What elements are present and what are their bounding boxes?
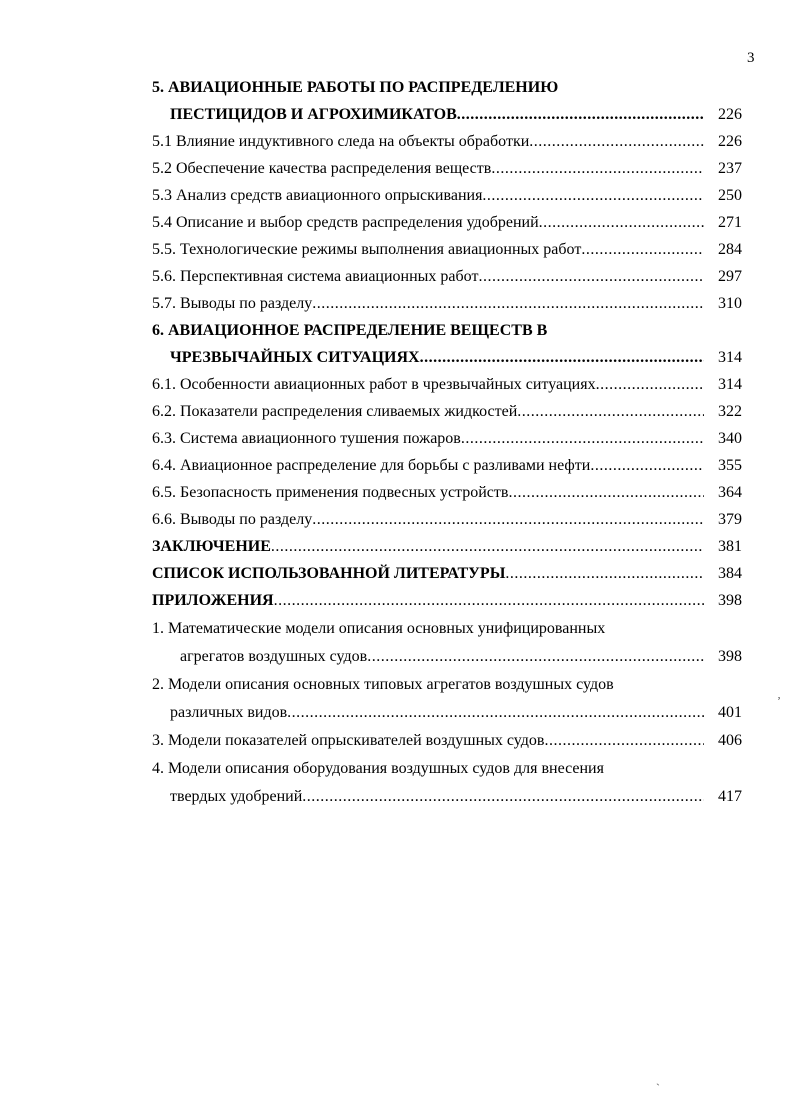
page-number: 3 <box>747 50 755 66</box>
appendix-item-line1: 2. Модели описания основных типовых агрегатов воздушных судов <box>152 676 614 693</box>
dot-leader <box>271 535 704 559</box>
conclusion-title: ЗАКЛЮЧЕНИЕ <box>152 538 271 555</box>
dot-leader <box>539 211 704 235</box>
appendix-item <box>170 701 742 725</box>
toc-entry <box>152 157 742 181</box>
dot-leader <box>482 184 704 208</box>
toc-entry-page: 322 <box>718 403 742 420</box>
appendix-item-page: 398 <box>718 648 742 665</box>
appendix-item <box>152 729 742 753</box>
toc-entry-page: 355 <box>718 457 742 474</box>
toc-entry-page: 310 <box>718 295 742 312</box>
toc-entry-page: 340 <box>718 430 742 447</box>
appendices-page: 398 <box>718 592 742 609</box>
toc-entry <box>152 130 742 154</box>
dot-leader <box>596 373 704 397</box>
toc-entry-title: 5.4 Описание и выбор средств распределения удобрений <box>152 214 539 231</box>
toc-entry-page: 237 <box>718 160 742 177</box>
dot-leader <box>590 454 704 478</box>
appendix-item-line2: агрегатов воздушных судов <box>180 648 368 665</box>
dot-leader <box>457 103 704 127</box>
toc-entry-page: 297 <box>718 268 742 285</box>
appendix-item-page: 417 <box>718 788 742 805</box>
conclusion-entry <box>152 535 742 559</box>
dot-leader <box>274 589 704 613</box>
toc-entry <box>152 400 742 424</box>
toc-entry-title: 5.6. Перспективная система авиационных работ <box>152 268 479 285</box>
section6-heading-entry <box>170 346 742 370</box>
section6-heading-line2: ЧРЕЗВЫЧАЙНЫХ СИТУАЦИЯХ <box>170 349 420 366</box>
appendix-item-line2: твердых удобрений <box>170 788 303 805</box>
dot-leader <box>461 427 704 451</box>
appendix-item-line2: различных видов <box>170 704 288 721</box>
dot-leader <box>529 130 704 154</box>
section5-heading-line1: 5. АВИАЦИОННЫЕ РАБОТЫ ПО РАСПРЕДЕЛЕНИЮ <box>152 79 559 96</box>
section5-heading-page: 226 <box>718 106 742 123</box>
appendix-item <box>170 785 742 809</box>
dot-leader <box>505 562 704 586</box>
appendices-entry <box>152 589 742 613</box>
section6-heading-line1: 6. АВИАЦИОННОЕ РАСПРЕДЕЛЕНИЕ ВЕЩЕСТВ В <box>152 322 548 339</box>
dot-leader <box>312 508 704 532</box>
appendix-item <box>180 645 742 669</box>
dot-leader <box>581 238 704 262</box>
conclusion-page: 381 <box>718 538 742 555</box>
toc-entry <box>152 238 742 262</box>
section5-heading-line2: ПЕСТИЦИДОВ И АГРОХИМИКАТОВ <box>170 106 457 123</box>
references-entry <box>152 562 742 586</box>
toc-entry-page: 250 <box>718 187 742 204</box>
toc-entry-page: 226 <box>718 133 742 150</box>
scan-speck: ˏ <box>656 1072 660 1086</box>
dot-leader <box>544 729 704 753</box>
toc-entry-title: 6.1. Особенности авиационных работ в чрезвычайных ситуациях <box>152 376 596 393</box>
toc-entry <box>152 373 742 397</box>
toc-entry <box>152 265 742 289</box>
toc-entry-title: 5.1 Влияние индуктивного следа на объекты обработки <box>152 133 530 150</box>
toc-entry-page: 314 <box>718 376 742 393</box>
toc-entry-title: 6.5. Безопасность применения подвесных устройств <box>152 484 509 501</box>
toc-entry <box>152 184 742 208</box>
toc-entry-title: 6.4. Авиационное распределение для борьбы с разливами нефти <box>152 457 591 474</box>
appendix-item-page: 406 <box>718 732 742 749</box>
toc-entry-title: 6.3. Система авиационного тушения пожаров <box>152 430 461 447</box>
toc-entry-title: 5.7. Выводы по разделу <box>152 295 313 312</box>
dot-leader <box>367 645 704 669</box>
toc-entry-title: 6.6. Выводы по разделу <box>152 511 313 528</box>
toc-entry-title: 5.5. Технологические режимы выполнения авиационных работ <box>152 241 582 258</box>
appendix-item-page: 401 <box>718 704 742 721</box>
toc-entry-page: 271 <box>718 214 742 231</box>
dot-leader <box>312 292 704 316</box>
toc-entry-page: 284 <box>718 241 742 258</box>
dot-leader <box>517 400 704 424</box>
toc-entry-title: 5.2 Обеспечение качества распределения веществ <box>152 160 492 177</box>
toc-entry <box>152 508 742 532</box>
references-page: 384 <box>718 565 742 582</box>
appendix-item-line1: 1. Математические модели описания основных унифицированных <box>152 620 606 637</box>
dot-leader <box>420 346 704 370</box>
appendices-title: ПРИЛОЖЕНИЯ <box>152 592 274 609</box>
dot-leader <box>302 785 704 809</box>
toc-entry <box>152 292 742 316</box>
dot-leader <box>491 157 704 181</box>
toc-entry <box>152 211 742 235</box>
toc-entry <box>152 481 742 505</box>
toc-entry-title: 5.3 Анализ средств авиационного опрыскивания <box>152 187 483 204</box>
toc-entry-title: 6.2. Показатели распределения сливаемых жидкостей <box>152 403 518 420</box>
section6-heading-page: 314 <box>718 349 742 366</box>
references-title: СПИСОК ИСПОЛЬЗОВАННОЙ ЛИТЕРАТУРЫ <box>152 565 506 582</box>
toc-entry <box>152 427 742 451</box>
dot-leader <box>508 481 704 505</box>
dot-leader <box>287 701 704 725</box>
section5-heading-entry <box>170 103 742 127</box>
toc-entry-page: 364 <box>718 484 742 501</box>
toc-entry <box>152 454 742 478</box>
appendix-item-line1: 4. Модели описания оборудования воздушных судов для внесения <box>152 760 604 777</box>
appendix-item-line1: 3. Модели показателей опрыскивателей воздушных судов <box>152 732 545 749</box>
toc-entry-page: 379 <box>718 511 742 528</box>
dot-leader <box>478 265 704 289</box>
scan-speck: ʼ <box>777 694 781 708</box>
